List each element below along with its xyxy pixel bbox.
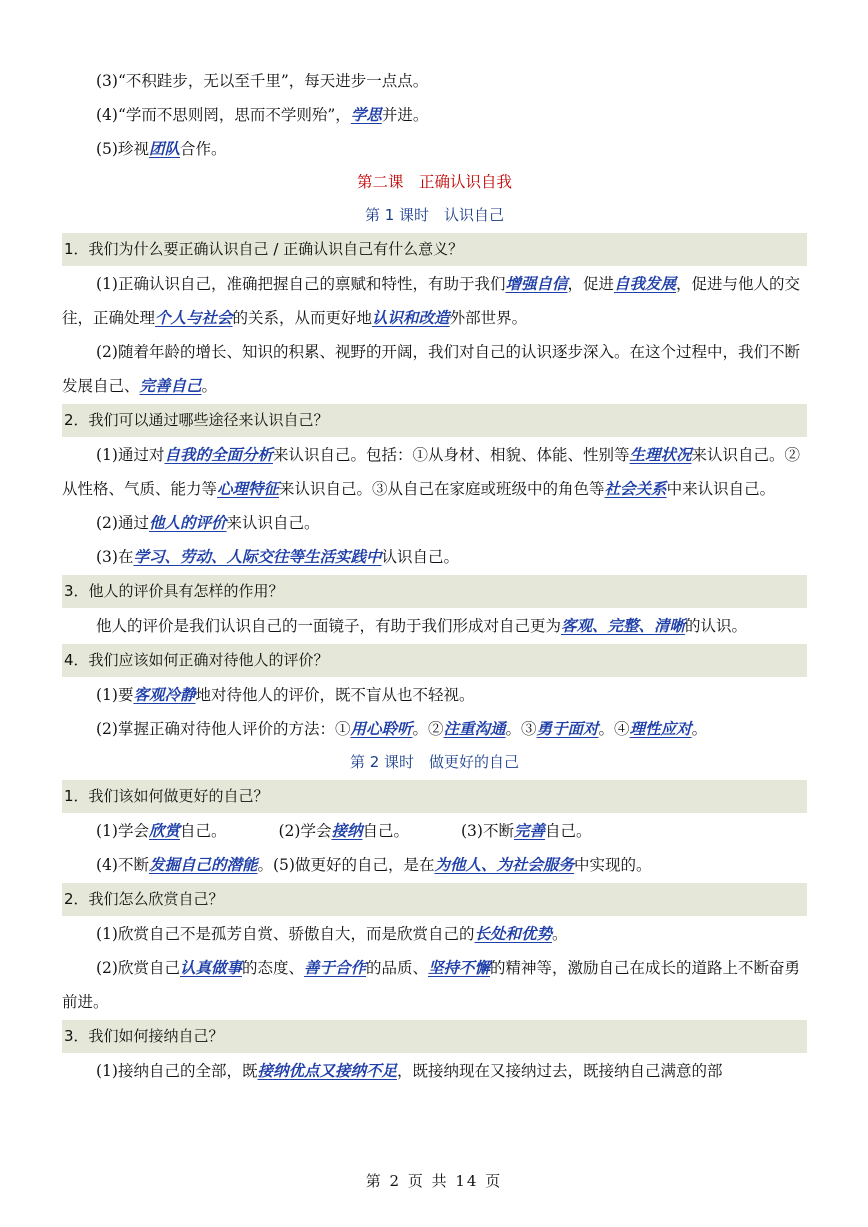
document-page — [62, 64, 807, 1088]
keyword: 团队 — [148, 139, 180, 158]
keyword: 长处和优势 — [474, 924, 552, 943]
text: 的关系，从而更好地 — [232, 309, 373, 327]
keyword: 接纳优点又接纳不足 — [257, 1061, 397, 1080]
keyword: 坚持不懈 — [428, 958, 491, 977]
keyword: 用心聆听 — [350, 719, 413, 738]
text: (1)要 — [96, 686, 134, 704]
text: (2)学会 — [278, 822, 332, 840]
keyword: 学习、劳动、人际交往等生活实践中 — [133, 547, 382, 566]
keyword: 社会关系 — [604, 479, 667, 498]
list-item — [62, 132, 807, 166]
paragraph — [62, 712, 807, 746]
text: 。③ — [505, 720, 537, 738]
keyword: 完善自己 — [139, 376, 202, 395]
text: (1)正确认识自己，准确把握自己的禀赋和特性，有助于我们 — [96, 275, 506, 293]
text: (1)学会 — [96, 822, 149, 840]
keyword: 客观冷静 — [133, 685, 196, 704]
keyword: 善于合作 — [304, 958, 367, 977]
list-item — [62, 98, 807, 132]
paragraph — [62, 335, 807, 403]
text: (2)随着年龄的增长、知识的积累、视野的开阔，我们对自己的认识逐步深入。在这个过程中，我们不断发展自己、 — [62, 343, 800, 395]
text: (3)在 — [96, 548, 134, 566]
question-heading: 3．他人的评价具有怎样的作用？ — [62, 575, 807, 608]
text: 来认识自己。 — [226, 514, 320, 532]
question-heading: 1．我们该如何做更好的自己？ — [62, 780, 807, 813]
text: 。④ — [598, 720, 630, 738]
text: 的态度、 — [241, 959, 304, 977]
text: (2)通过 — [96, 514, 149, 532]
text: 。 — [551, 925, 568, 943]
text: 外部世界。 — [449, 309, 528, 327]
text: ，既接纳现在又接纳过去，既接纳自己满意的部 — [396, 1062, 723, 1080]
keyword: 完善 — [513, 821, 545, 840]
text: 来认识自己。③从自己在家庭或班级中的角色等 — [279, 480, 605, 498]
text: 地对待他人的评价，既不盲从也不轻视。 — [195, 686, 475, 704]
text: (1)接纳自己的全部，既 — [96, 1062, 258, 1080]
text: ，促进与他人的交往，正确处理 — [62, 275, 801, 327]
paragraph — [62, 540, 807, 574]
text: 自己。 — [544, 822, 592, 840]
page-footer: 第 2 页 共 14 页 — [365, 1172, 503, 1190]
keyword: 勇于面对 — [536, 719, 599, 738]
question-heading: 1．我们为什么要正确认识自己 / 正确认识自己有什么意义？ — [62, 233, 807, 266]
paragraph — [62, 917, 807, 951]
text: 合作。 — [179, 140, 227, 158]
keyword: 他人的评价 — [148, 513, 227, 532]
question-heading: 4．我们应该如何正确对待他人的评价？ — [62, 644, 807, 677]
text: 来认识自己。包括：①从身材、相貌、体能、性别等 — [272, 446, 630, 464]
paragraph — [62, 438, 807, 506]
question-heading: 2．我们可以通过哪些途径来认识自己？ — [62, 404, 807, 437]
list-item — [62, 64, 807, 98]
keyword: 学思 — [350, 105, 382, 124]
keyword: 自我发展 — [614, 274, 677, 293]
keyword: 接纳 — [331, 821, 363, 840]
paragraph — [62, 1054, 807, 1088]
keyword: 增强自信 — [505, 274, 568, 293]
text: 中实现的。 — [573, 856, 652, 874]
text: 他人的评价是我们认识自己的一面镜子，有助于我们形成对自己更为 — [96, 617, 562, 635]
text: (3)“不积跬步，无以至千里”，每天进步一点点。 — [96, 72, 429, 90]
paragraph — [62, 814, 807, 848]
keyword: 个人与社会 — [155, 308, 233, 327]
question-heading: 2．我们怎么欣赏自己？ — [62, 883, 807, 916]
question-heading: 3．我们如何接纳自己？ — [62, 1020, 807, 1053]
paragraph — [62, 609, 807, 643]
text: ，促进 — [567, 275, 614, 293]
text: 认识自己。 — [381, 548, 459, 566]
text: 并进。 — [381, 106, 429, 124]
text: (2)掌握正确对待他人评价的方法：① — [96, 720, 351, 738]
text: (1)通过对 — [96, 446, 165, 464]
paragraph — [62, 506, 807, 540]
keyword: 认识和改造 — [372, 308, 450, 327]
text: 自己。 — [179, 822, 227, 840]
text: 。② — [412, 720, 444, 738]
keyword: 心理特征 — [217, 479, 280, 498]
paragraph — [62, 951, 807, 1019]
paragraph — [62, 267, 807, 335]
text: (3)不断 — [461, 822, 514, 840]
text: 的精神等，激励自己在成长的道路上不断奋勇前进。 — [62, 959, 801, 1011]
period-title: 第 1 课时 认识自己 — [364, 206, 505, 224]
text: 的认识。 — [685, 617, 748, 635]
text: 。(5)做更好的自己，是在 — [257, 856, 435, 874]
text: 的品质、 — [366, 959, 429, 977]
paragraph — [62, 848, 807, 882]
keyword: 生理状况 — [629, 445, 692, 464]
keyword: 注重沟通 — [443, 719, 506, 738]
text: 。 — [691, 720, 708, 738]
keyword: 为他人、为社会服务 — [434, 855, 574, 874]
period-title: 第 2 课时 做更好的自己 — [349, 753, 520, 771]
keyword: 欣赏 — [148, 821, 180, 840]
text: 中来认识自己。 — [666, 480, 776, 498]
paragraph — [62, 678, 807, 712]
text: (1)欣赏自己不是孤芳自赏、骄傲自大，而是欣赏自己的 — [96, 925, 475, 943]
lesson-title: 第二课 正确认识自我 — [356, 173, 512, 191]
text: 自己。 — [362, 822, 409, 840]
text: (2)欣赏自己 — [96, 959, 180, 977]
text: 。 — [201, 377, 218, 395]
text: (4)不断 — [96, 856, 149, 874]
keyword: 发掘自己的潜能 — [148, 855, 258, 874]
keyword: 客观、完整、清晰 — [561, 616, 686, 635]
text: (4)“学而不思则罔，思而不学则殆”， — [96, 106, 351, 124]
keyword: 理性应对 — [629, 719, 692, 738]
text: (5)珍视 — [96, 140, 149, 158]
keyword: 认真做事 — [179, 958, 242, 977]
keyword: 自我的全面分析 — [164, 445, 273, 464]
text: 来认识自己。②从性格、气质、能力等 — [62, 446, 801, 498]
